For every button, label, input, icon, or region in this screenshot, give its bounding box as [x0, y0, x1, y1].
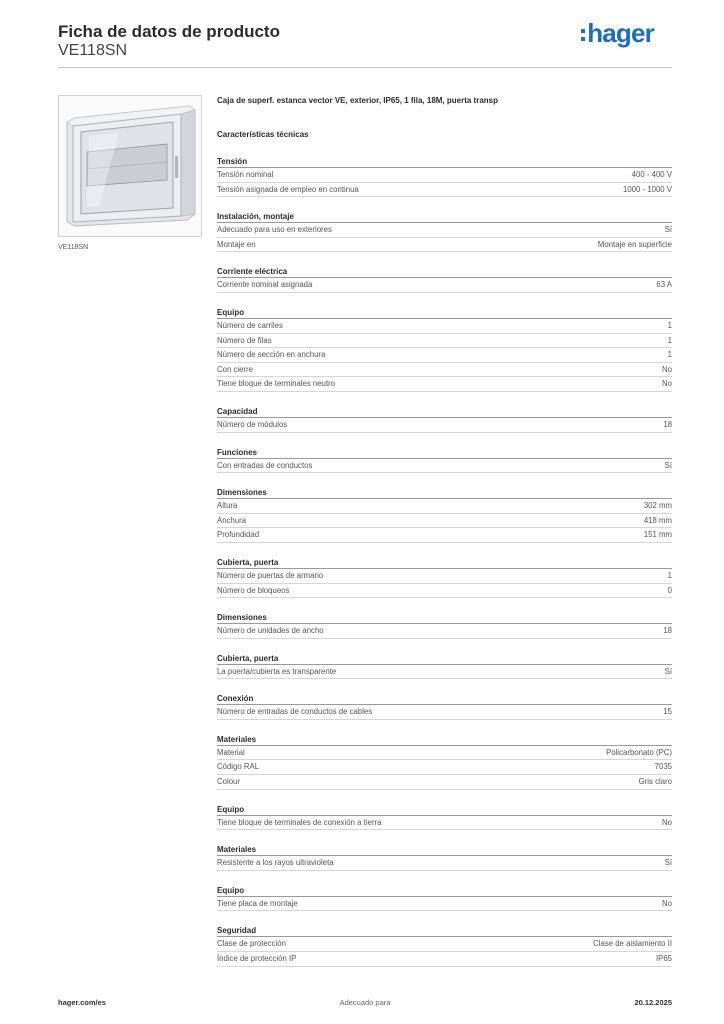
- spec-label: La puerta/cubierta es transparente: [217, 666, 337, 676]
- spec-section: [217, 804, 672, 831]
- spec-label: Número de carriles: [217, 320, 283, 330]
- spec-label: Número de entradas de conductos de cables: [217, 707, 373, 717]
- product-image: [58, 95, 202, 237]
- spec-row: [217, 223, 672, 238]
- spec-label: Tiene bloque de terminales neutro: [217, 379, 336, 389]
- section-title: Equipo: [217, 307, 672, 319]
- spec-label: Con entradas de conductos: [217, 460, 313, 470]
- section-title: Capacidad: [217, 406, 672, 418]
- spec-row: [217, 278, 672, 293]
- spec-value: 18: [663, 626, 672, 636]
- section-title: Dimensiones: [217, 487, 672, 499]
- spec-row: [217, 760, 672, 775]
- spec-label: Tiene placa de montaje: [217, 898, 298, 908]
- spec-row: [217, 238, 672, 253]
- spec-row: [217, 584, 672, 599]
- spec-value: Sí: [664, 460, 672, 470]
- page-header: [58, 17, 672, 68]
- spec-row: [217, 168, 672, 183]
- spec-value: 63 A: [656, 280, 672, 290]
- section-title: Corriente eléctrica: [217, 266, 672, 278]
- spec-row: [217, 665, 672, 680]
- spec-row: [217, 856, 672, 871]
- spec-row: [217, 499, 672, 514]
- enclosure-illustration: [59, 96, 203, 238]
- spec-label: Con cierre: [217, 364, 253, 374]
- spec-section: [217, 844, 672, 871]
- spec-value: 15: [663, 707, 672, 717]
- spec-row: [217, 569, 672, 584]
- product-description: Caja de superf. estanca vector VE, exterior, IP65, 1 fila, 18M, puerta transp: [217, 96, 499, 105]
- spec-label: Código RAL: [217, 762, 260, 772]
- spec-value: 18: [663, 419, 672, 429]
- spec-value: 302 mm: [643, 501, 672, 511]
- spec-section: [217, 406, 672, 433]
- spec-value: Clase de aislamiento II: [593, 939, 672, 949]
- spec-section: [217, 156, 672, 197]
- spec-value: 1: [667, 335, 672, 345]
- spec-row: [217, 937, 672, 952]
- spec-label: Material: [217, 747, 245, 757]
- spec-section: [217, 734, 672, 790]
- spec-label: Montaje en: [217, 239, 256, 249]
- spec-value: Sí: [664, 858, 672, 868]
- spec-sections: [217, 156, 672, 967]
- spec-row: [217, 319, 672, 334]
- spec-label: Número de módulos: [217, 419, 288, 429]
- spec-row: [217, 952, 672, 967]
- spec-value: No: [662, 898, 672, 908]
- spec-row: [217, 775, 672, 790]
- spec-value: 7035: [654, 762, 672, 772]
- spec-label: Resistente a los rayos ultravioleta: [217, 858, 334, 868]
- spec-label: Clase de protección: [217, 939, 286, 949]
- spec-label: Número de unidades de ancho: [217, 626, 324, 636]
- spec-row: [217, 816, 672, 831]
- spec-value: Sí: [664, 666, 672, 676]
- image-caption: VE118SN: [58, 244, 89, 251]
- section-title: Cubierta, puerta: [217, 653, 672, 665]
- spec-label: Adecuado para uso en exteriores: [217, 225, 332, 235]
- spec-value: 0: [667, 585, 672, 595]
- spec-value: 1: [667, 350, 672, 360]
- technical-characteristics-heading: Características técnicas: [217, 130, 309, 139]
- spec-label: Corriente nominal asignada: [217, 280, 313, 290]
- spec-label: Número de filas: [217, 335, 272, 345]
- spec-label: Número de sección en anchura: [217, 350, 326, 360]
- spec-value: No: [662, 364, 672, 374]
- spec-value: IP65: [655, 954, 672, 964]
- footer-center-text: Adecuado para: [339, 998, 391, 1007]
- logo-dots-icon: [581, 29, 585, 41]
- spec-value: No: [662, 817, 672, 827]
- spec-label: Tensión nominal: [217, 170, 274, 179]
- spec-row: [217, 183, 672, 198]
- spec-value: Gris claro: [638, 777, 672, 787]
- spec-row: [217, 705, 672, 720]
- spec-section: [217, 557, 672, 598]
- spec-value: Policarbonato (PC): [606, 747, 672, 757]
- spec-row: [217, 624, 672, 639]
- spec-section: [217, 693, 672, 720]
- spec-label: Número de puertas de armario: [217, 570, 324, 580]
- spec-row: [217, 334, 672, 349]
- product-code: VE118SN: [58, 42, 128, 59]
- spec-value: 400 - 400 V: [631, 170, 672, 179]
- spec-section: [217, 266, 672, 293]
- spec-label: Tiene bloque de terminales de conexión a tierra: [217, 817, 382, 827]
- spec-row: [217, 746, 672, 761]
- spec-label: Número de bloqueos: [217, 585, 290, 595]
- spec-value: 1: [667, 570, 672, 580]
- spec-row: [217, 514, 672, 529]
- section-title: Dimensiones: [217, 612, 672, 624]
- spec-label: Colour: [217, 777, 240, 787]
- spec-value: No: [662, 379, 672, 389]
- spec-value: Montaje en superficie: [597, 239, 672, 249]
- spec-section: [217, 447, 672, 474]
- spec-row: [217, 897, 672, 912]
- spec-section: [217, 925, 672, 966]
- section-title: Seguridad: [217, 925, 672, 937]
- product-details: [217, 95, 672, 967]
- spec-row: [217, 377, 672, 392]
- spec-value: 151 mm: [643, 530, 672, 540]
- section-title: Tensión: [217, 156, 672, 168]
- page-title: Ficha de datos de producto: [58, 22, 280, 41]
- section-title: Materiales: [217, 734, 672, 746]
- spec-row: [217, 528, 672, 543]
- section-title: Conexión: [217, 693, 672, 705]
- spec-value: 1000 - 1000 V: [623, 184, 672, 194]
- footer-date: 20.12.2025: [634, 998, 672, 1007]
- spec-value: Sí: [664, 225, 672, 235]
- spec-value: 1: [667, 320, 672, 330]
- spec-label: Altura: [217, 501, 238, 511]
- section-title: Cubierta, puerta: [217, 557, 672, 569]
- spec-value: 418 mm: [643, 515, 672, 525]
- spec-label: Anchura: [217, 515, 247, 525]
- spec-section: [217, 487, 672, 543]
- spec-section: [217, 653, 672, 680]
- spec-label: Tensión asignada de empleo en continua: [217, 184, 359, 194]
- spec-section: [217, 612, 672, 639]
- spec-row: [217, 459, 672, 474]
- spec-row: [217, 348, 672, 363]
- spec-label: Índice de protección IP: [217, 954, 297, 964]
- section-title: Funciones: [217, 447, 672, 459]
- spec-section: [217, 307, 672, 392]
- spec-section: [217, 885, 672, 912]
- hager-logo: [581, 18, 654, 48]
- section-title: Equipo: [217, 885, 672, 897]
- section-title: Equipo: [217, 804, 672, 816]
- section-title: Instalación, montaje: [217, 211, 672, 223]
- spec-row: [217, 418, 672, 433]
- section-title: Materiales: [217, 844, 672, 856]
- spec-row: [217, 363, 672, 378]
- spec-label: Profundidad: [217, 530, 260, 540]
- spec-section: [217, 211, 672, 252]
- footer-website-link[interactable]: hager.com/es: [58, 998, 106, 1007]
- logo-text: hager: [587, 17, 654, 48]
- page-footer: [58, 998, 672, 1010]
